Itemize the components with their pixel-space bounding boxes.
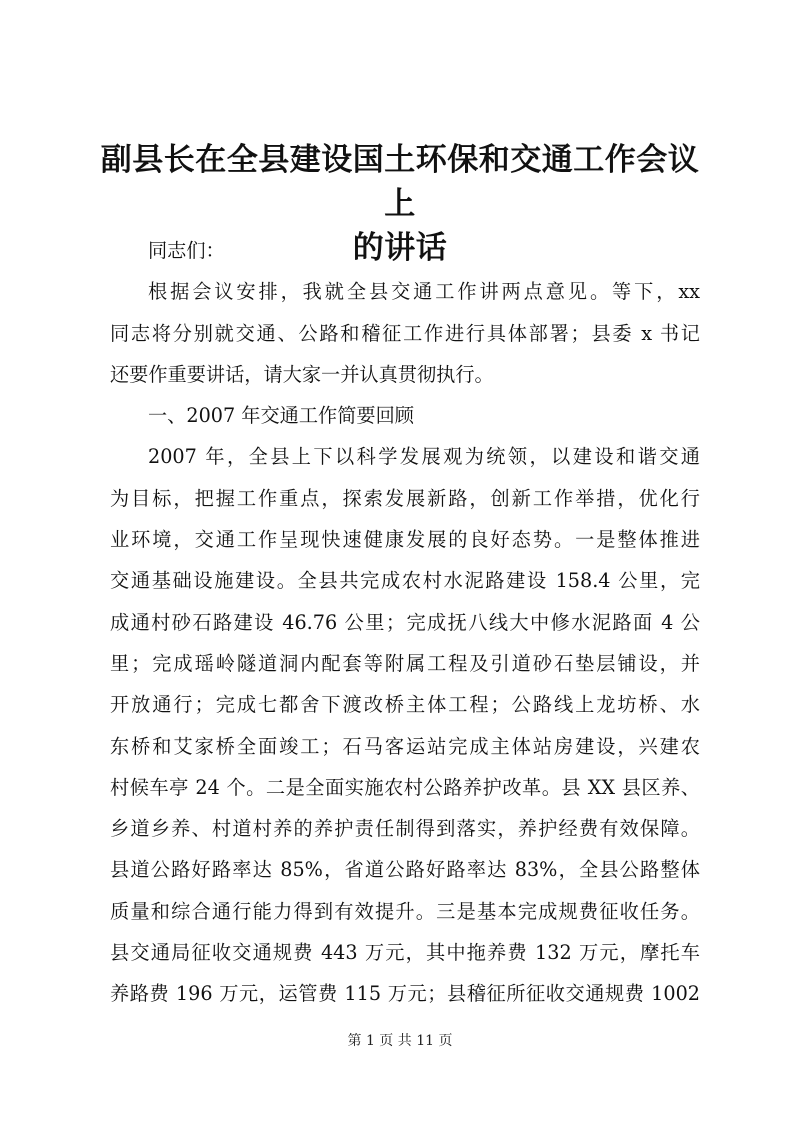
document-body [110, 230, 700, 1015]
title-line-2: 的讲话 [352, 230, 448, 266]
paragraph-review [110, 436, 700, 1014]
title-line-1: 副县长在全县建设国土环保和交通工作会议上 [100, 142, 700, 222]
paragraph-greeting [110, 230, 700, 271]
paragraph-intro [110, 271, 700, 395]
paragraph-section1-heading [110, 395, 700, 436]
text-line: 县道公路好路率达 85%，省道公路好路率达 83%，全县公路整体 [110, 858, 700, 882]
text-line: 业环境，交通工作呈现快速健康发展的良好态势。一是整体推进 [110, 528, 700, 552]
text-line: 质量和综合通行能力得到有效提升。三是基本完成规费征收任务。 [110, 899, 700, 923]
text-line: 还要作重要讲话，请大家一并认真贯彻执行。 [110, 362, 494, 386]
text-line: 同志将分别就交通、公路和稽征工作进行具体部署；县委 x 书记 [110, 321, 700, 345]
text-line: 根据会议安排，我就全县交通工作讲两点意见。等下，xx [148, 280, 700, 304]
text-line: 成通村砂石路建设 46.76 公里；完成抚八线大中修水泥路面 4 公 [110, 610, 700, 634]
page-footer: 第 1 页 共 11 页 [347, 1033, 453, 1049]
text-line: 县交通局征收交通规费 443 万元，其中拖养费 132 万元，摩托车 [110, 941, 700, 965]
text-line: 东桥和艾家桥全面竣工；石马客运站完成主体站房建设，兴建农 [110, 734, 700, 758]
text-line: 为目标，把握工作重点，探索发展新路，创新工作举措，优化行 [110, 486, 700, 510]
text-line: 乡道乡养、村道村养的养护责任制得到落实，养护经费有效保障。 [110, 817, 700, 841]
text-line: 一、2007 年交通工作简要回顾 [148, 404, 414, 428]
text-line: 交通基础设施建设。全县共完成农村水泥路建设 158.4 公里，完 [110, 569, 700, 593]
text-line: 2007 年，全县上下以科学发展观为统领，以建设和谐交通 [148, 445, 700, 469]
text-line: 养路费 196 万元，运管费 115 万元；县稽征所征收交通规费 1002 [110, 982, 700, 1006]
text-line: 村候车亭 24 个。二是全面实施农村公路养护改革。县 XX 县区养、 [110, 775, 700, 799]
text-line: 里；完成瑶岭隧道洞内配套等附属工程及引道砂石垫层铺设，并 [110, 651, 700, 675]
text-line: 开放通行；完成七都舍下渡改桥主体工程；公路线上龙坊桥、水 [110, 693, 700, 717]
text-line: 同志们： [148, 239, 225, 262]
